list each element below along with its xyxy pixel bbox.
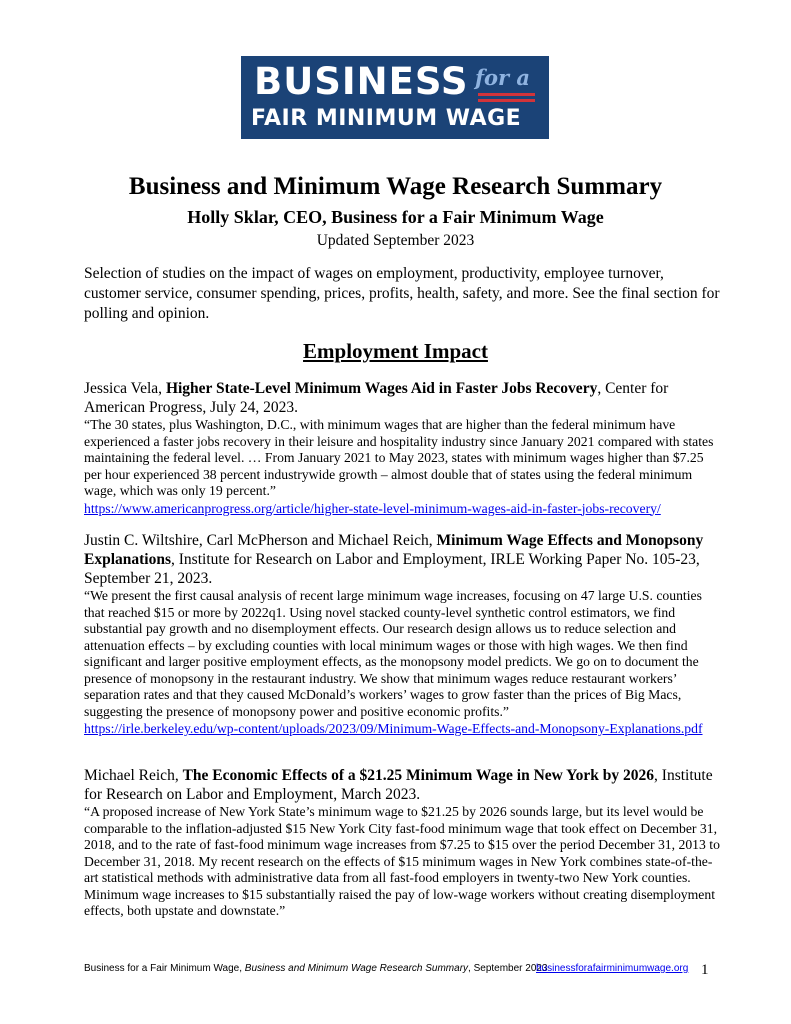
logo-flag-stripe (478, 99, 535, 102)
updated-date: Updated September 2023 (316, 232, 475, 249)
section-heading-employment-impact: Employment Impact (303, 339, 488, 363)
logo-for-a: for a (475, 65, 531, 90)
footer-org: Business for a Fair Minimum Wage, (84, 963, 245, 974)
study-title: Minimum Wage Effects and Monopsony Explanations (84, 532, 704, 568)
study-quote: “A proposed increase of New York State’s minimum wage to $21.25 by 2026 sounds large, but its level would be comparable to the inflation-adjusted $15 New York City fast-food minimum wage that took effect on December 31, 2018, and to the rate of fast-food minimum wage increases from $7.25 to $15 over the period December 31, 2013 to December 31, 2018. My recent research on the effects of $15 minimum wages in New York combines state-of-the-art statistical methods with administrative data from all fast-food employers in twenty-two New York counties. Minimum wage increases to $15 substantially raised the pay of low-wage workers without creating disemployment effects, both upstate and downstate.” (84, 804, 720, 918)
study-citation (84, 531, 724, 588)
logo-flag-stripe (478, 93, 535, 96)
study-link[interactable]: https://www.americanprogress.org/article/higher-state-level-minimum-wages-aid-in-faster-jobs-recovery/ (84, 500, 661, 516)
document-subtitle: Holly Sklar, CEO, Business for a Fair Minimum Wage (187, 207, 604, 227)
study-authors: Justin C. Wiltshire, Carl McPherson and Michael Reich, (84, 532, 437, 549)
organization-logo (241, 56, 549, 139)
footer-doc-title: Business and Minimum Wage Research Summary (244, 963, 469, 974)
page-number: 1 (701, 962, 709, 978)
study-title: Higher State-Level Minimum Wages Aid in Faster Jobs Recovery (165, 380, 598, 397)
study-link[interactable]: https://irle.berkeley.edu/wp-content/uploads/2023/09/Minimum-Wage-Effects-and-Monopsony-Explanations.pdf (84, 721, 703, 736)
study-quote: “The 30 states, plus Washington, D.C., with minimum wages that are higher than the federal minimum have experienced a faster jobs recovery in their leisure and hospitality industry since January 2021 compared with states maintaining the federal level. … From January 2021 to May 2023, states with minimum wages higher than $7.25 per hour experienced 38 percent industrywide growth – almost double that of states using the federal minimum wage, which was only 19 percent.” (84, 417, 714, 498)
footer-website-link[interactable]: businessforafairminimumwage.org (536, 963, 689, 974)
study-authors: Michael Reich, (84, 767, 183, 784)
study-entry (84, 766, 724, 920)
study-authors: Jessica Vela, (84, 380, 166, 397)
footer-date: , September 2023 (468, 963, 548, 974)
page-footer (84, 963, 704, 975)
study-title: The Economic Effects of a $21.25 Minimum Wage in New York by 2026 (182, 767, 655, 784)
study-citation (84, 766, 724, 804)
study-quote: “We present the first causal analysis of recent large minimum wage increases, focusing on 47 large U.S. counties that reached $15 or more by 2022q1. Using novel stacked county-level synthetic control estimators, we find substantial pay growth and no disemployment effects. Our research design allows us to reduce selection and attenuation effects – by excluding counties with local minimum wages or those with high wages. We then find significant and larger positive employment effects, as the monopsony model predicts. We go on to document the presence of monopsony in the restaurant industry. We show that minimum wages reduce restaurant workers’ separation rates and that they caused McDonald’s workers’ wages to grow faster than the prices of Big Macs, suggesting the presence of monopsony power and positive economic profits.” (84, 588, 702, 719)
study-source: , Center for American Progress, July 24, 2023. (84, 380, 669, 416)
logo-line-business: BUSINESS (254, 60, 469, 103)
intro-paragraph: Selection of studies on the impact of wages on employment, productivity, employee turnover, customer service, consumer spending, prices, profits, health, safety, and more. See the final section for polling and opinion. (84, 265, 720, 322)
logo-line-fair-minimum-wage: FAIR MINIMUM WAGE (251, 106, 522, 131)
study-entry (84, 531, 724, 738)
study-entry (84, 379, 724, 518)
study-source: , Institute for Research on Labor and Employment, IRLE Working Paper No. 105-23, September 21, 2023. (84, 551, 700, 587)
study-source: , Institute for Research on Labor and Employment, March 2023. (84, 767, 713, 803)
document-title: Business and Minimum Wage Research Summary (128, 173, 663, 200)
study-citation (84, 379, 724, 417)
